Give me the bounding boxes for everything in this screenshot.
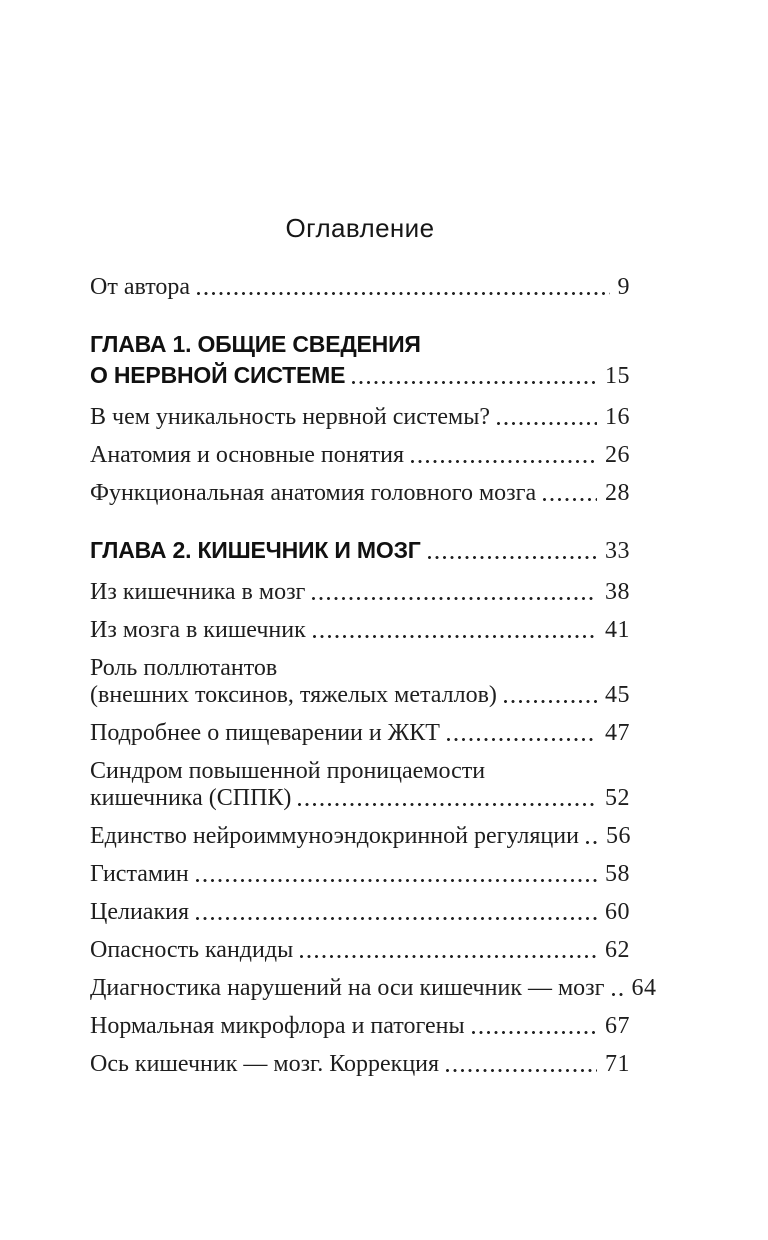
toc-page-number: 41	[605, 617, 630, 643]
toc-entry-label: (внешних токсинов, тяжелых металлов)	[90, 682, 497, 708]
toc-chapter-entry	[90, 535, 630, 567]
toc-entry-line	[90, 617, 630, 644]
toc-entry-line	[90, 682, 630, 709]
toc-entry-line	[90, 861, 630, 888]
toc-page-number: 60	[605, 899, 630, 925]
dot-leader	[298, 803, 597, 806]
dot-leader	[197, 292, 609, 295]
toc-entry-label: Из кишечника в мозг	[90, 579, 306, 605]
toc-entry-label: Из мозга в кишечник	[90, 617, 306, 643]
toc-entry-label: Роль поллютантов	[90, 655, 278, 681]
toc-entry	[90, 758, 630, 812]
toc-entry-line	[90, 937, 630, 964]
toc-entry-line	[90, 823, 630, 850]
dot-leader	[504, 700, 597, 703]
dot-leader	[300, 955, 597, 958]
toc-entry	[90, 861, 630, 888]
dot-leader	[312, 597, 597, 600]
dot-leader	[497, 422, 597, 425]
dot-leader	[313, 635, 597, 638]
toc-entry-line	[90, 899, 630, 926]
dot-leader	[472, 1031, 597, 1034]
toc-page	[90, 212, 657, 1089]
toc-entry-line	[90, 720, 630, 747]
toc-chapter-entry	[90, 329, 630, 392]
toc-entry-line	[90, 975, 657, 1002]
dot-leader	[352, 381, 597, 384]
toc-entry	[90, 1051, 630, 1078]
toc-entry-line	[90, 442, 630, 469]
toc-entry-line	[90, 360, 630, 392]
toc-page-number: 58	[605, 861, 630, 887]
toc-entry-label: Синдром повышенной проницаемости	[90, 758, 486, 784]
toc-entry-line	[90, 579, 630, 606]
toc-entry	[90, 579, 630, 606]
toc-entry	[90, 975, 657, 1002]
toc-page-number: 9	[617, 274, 630, 300]
toc-page-number: 38	[605, 579, 630, 605]
toc-page-number: 45	[605, 682, 630, 708]
toc-entry-line	[90, 274, 630, 301]
toc-page-number: 28	[605, 480, 630, 506]
toc-page-number: 71	[605, 1051, 630, 1077]
toc-entry-line	[90, 1013, 630, 1040]
toc-entry	[90, 823, 630, 850]
toc-page-number: 33	[605, 538, 630, 564]
toc-entry	[90, 617, 630, 644]
toc-entry-line	[90, 329, 630, 360]
toc-entry-label: Гистамин	[90, 861, 189, 887]
toc-page-number: 26	[605, 442, 630, 468]
dot-leader	[446, 1069, 597, 1072]
toc-entry-line	[90, 655, 630, 682]
dot-leader	[196, 917, 597, 920]
dot-leader	[612, 993, 624, 996]
toc-list	[90, 274, 657, 1078]
dot-leader	[411, 460, 597, 463]
toc-entry-label: От автора	[90, 274, 191, 300]
toc-page-number: 62	[605, 937, 630, 963]
toc-page-number: 47	[605, 720, 630, 746]
toc-entry	[90, 404, 630, 431]
toc-entry-line	[90, 785, 630, 812]
toc-page-number: 15	[605, 363, 630, 389]
dot-leader	[447, 738, 597, 741]
toc-page-number: 67	[605, 1013, 630, 1039]
toc-page-number: 16	[605, 404, 630, 430]
toc-entry-line	[90, 1051, 630, 1078]
toc-entry	[90, 937, 630, 964]
toc-entry	[90, 720, 630, 747]
page-title: Оглавление	[285, 213, 435, 243]
toc-entry	[90, 655, 630, 709]
toc-entry-label: кишечника (СППК)	[90, 785, 292, 811]
toc-page-number: 52	[605, 785, 630, 811]
toc-entry-label: В чем уникальность нервной системы?	[90, 404, 490, 430]
toc-entry	[90, 480, 630, 507]
toc-chapter-label: ГЛАВА 2. КИШЕЧНИК И МОЗГ	[90, 537, 421, 563]
toc-chapter-label: ГЛАВА 1. ОБЩИЕ СВЕДЕНИЯ	[90, 331, 421, 357]
toc-entry-label: Ось кишечник — мозг. Коррекция	[90, 1051, 440, 1077]
toc-entry-line	[90, 758, 630, 785]
toc-entry	[90, 899, 630, 926]
toc-entry-label: Анатомия и основные понятия	[90, 442, 404, 468]
toc-page-number: 64	[631, 975, 657, 1001]
toc-entry-label: Диагностика нарушений на оси кишечник — мозг	[90, 975, 605, 1001]
toc-entry	[90, 442, 630, 469]
toc-entry-line	[90, 480, 630, 507]
toc-entry-label: Подробнее о пищеварении и ЖКТ	[90, 720, 440, 746]
toc-entry-label: Нормальная микрофлора и патогены	[90, 1013, 465, 1039]
toc-entry-label: Единство нейроиммуноэндокринной регуляции	[90, 823, 579, 849]
toc-chapter-label: О НЕРВНОЙ СИСТЕМЕ	[90, 362, 346, 388]
dot-leader	[543, 498, 597, 501]
dot-leader	[428, 556, 597, 559]
toc-entry-label: Опасность кандиды	[90, 937, 294, 963]
dot-leader	[586, 841, 598, 844]
toc-entry	[90, 274, 630, 301]
toc-page-number: 56	[605, 823, 631, 849]
toc-entry-label: Целиакия	[90, 899, 189, 925]
toc-entry-line	[90, 404, 630, 431]
toc-entry-label: Функциональная анатомия головного мозга	[90, 480, 537, 506]
toc-entry	[90, 1013, 630, 1040]
dot-leader	[196, 879, 597, 882]
toc-entry-line	[90, 535, 630, 567]
